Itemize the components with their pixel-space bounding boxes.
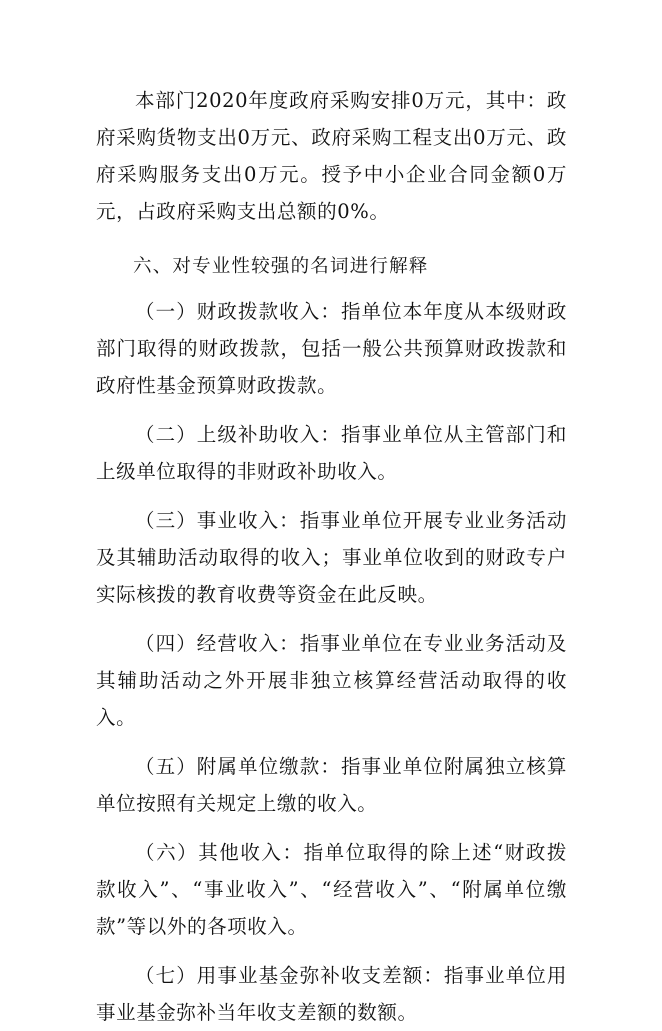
definition-operating-income: （四）经营收入：指事业单位在专业业务活动及其辅助活动之外开展非独立核算经营活动取得的收入。 [96,632,567,729]
section-heading: 六、对专业性较强的名词进行解释 [133,256,429,277]
definition-fiscal-appropriation: （一）财政拨款收入：指单位本年度从本级财政部门取得的财政拨款，包括一般公共预算财政拨款和政府性基金预算财政拨款。 [96,300,567,397]
definition-other-income: （六）其他收入：指单位取得的除上述“财政拨款收入”、“事业收入”、“经营收入”、“附属单位缴款”等以外的各项收入。 [96,841,567,938]
definition-affiliate-payments: （五）附属单位缴款：指事业单位附属独立核算单位按照有关规定上缴的收入。 [96,755,567,815]
definition-business-income: （三）事业收入：指事业单位开展专业业务活动及其辅助活动取得的收入；事业单位收到的财政专户实际核拨的教育收费等资金在此反映。 [96,509,567,606]
procurement-paragraph: 本部门2020年度政府采购安排0万元，其中：政府采购货物支出0万元、政府采购工程支出0万元、政府采购服务支出0万元。授予中小企业合同金额0万元，占政府采购支出总额的0%。 [96,89,567,223]
definition-superior-subsidy: （二）上级补助收入：指事业单位从主管部门和上级单位取得的非财政补助收入。 [96,423,567,483]
definition-business-fund-offset: （七）用事业基金弥补收支差额：指事业单位用事业基金弥补当年收支差额的数额。 [96,964,567,1024]
